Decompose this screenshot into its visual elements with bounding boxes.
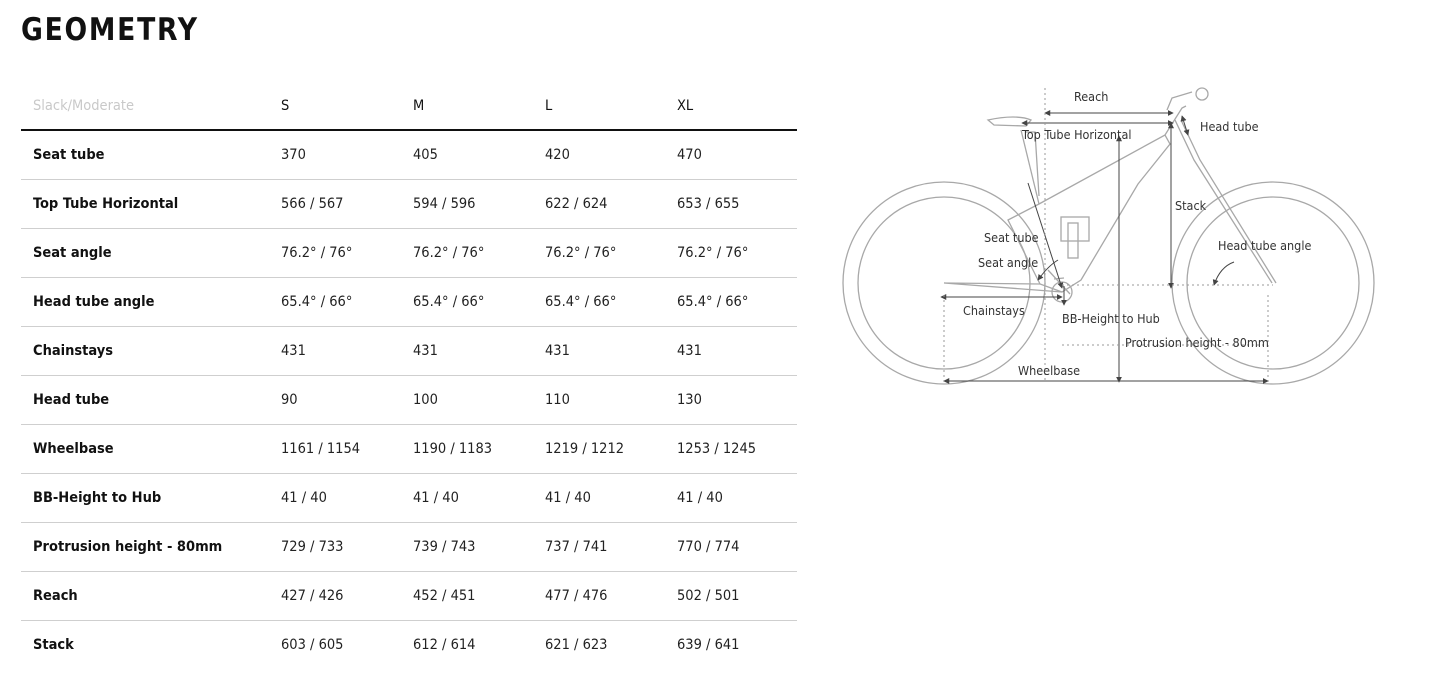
cell-s: 65.4° / 66° [281, 278, 413, 327]
diagram-label-stack: Stack [1175, 198, 1207, 213]
diagram-label-head-tube: Head tube [1200, 119, 1259, 134]
cell-s: 90 [281, 376, 413, 425]
diagram-label-top-tube: Top Tube Horizontal [1022, 127, 1132, 142]
cell-s: 431 [281, 327, 413, 376]
cell-s: 603 / 605 [281, 637, 344, 653]
cell-s: 1161 / 1154 [281, 425, 413, 474]
diagram-label-protrusion: Protrusion height - 80mm [1125, 335, 1269, 350]
column-header-l: L [545, 82, 677, 130]
bike-geometry-diagram [836, 80, 1381, 395]
row-label: Head tube [21, 376, 281, 425]
cell-l: 76.2° / 76° [545, 229, 677, 278]
diagram-label-head-tube-angle: Head tube angle [1218, 238, 1312, 253]
cell-xl: 653 / 655 [677, 180, 797, 229]
cell-m: 612 / 614 [413, 637, 476, 653]
table-row [21, 474, 797, 523]
cell-l: 65.4° / 66° [545, 278, 677, 327]
cell-xl: 639 / 641 [677, 637, 740, 653]
cell-s: 427 / 426 [281, 572, 413, 621]
table-row [21, 180, 797, 229]
table-row [21, 621, 797, 670]
cell-m: 405 [413, 130, 545, 180]
cell-m: 431 [413, 327, 545, 376]
cell-xl: 431 [677, 327, 797, 376]
table-row [21, 425, 797, 474]
cell-xl: 76.2° / 76° [677, 229, 797, 278]
cell-xl: 1253 / 1245 [677, 425, 797, 474]
row-label: Seat tube [21, 130, 281, 180]
row-label: Chainstays [21, 327, 281, 376]
table-row [21, 376, 797, 425]
table-row [21, 572, 797, 621]
cell-xl: 41 / 40 [677, 474, 797, 523]
row-label: Stack [33, 637, 74, 653]
cell-l: 477 / 476 [545, 572, 677, 621]
cell-l: 41 / 40 [545, 474, 677, 523]
diagram-label-wheelbase: Wheelbase [1018, 363, 1081, 378]
row-label: Protrusion height - 80mm [21, 523, 281, 572]
cell-xl: 502 / 501 [677, 572, 797, 621]
cell-s: 76.2° / 76° [281, 229, 413, 278]
cell-m: 594 / 596 [413, 180, 545, 229]
cell-m: 1190 / 1183 [413, 425, 545, 474]
row-label: Wheelbase [21, 425, 281, 474]
row-label: BB-Height to Hub [21, 474, 281, 523]
cell-l: 621 / 623 [545, 637, 608, 653]
diagram-label-bb-height: BB-Height to Hub [1062, 311, 1160, 326]
table-header-row [21, 82, 797, 130]
cell-m: 76.2° / 76° [413, 229, 545, 278]
cell-l: 420 [545, 130, 677, 180]
cell-s: 370 [281, 130, 413, 180]
cell-s: 41 / 40 [281, 474, 413, 523]
cell-m: 100 [413, 376, 545, 425]
table-row [21, 229, 797, 278]
table-row [21, 523, 797, 572]
cell-xl: 130 [677, 376, 797, 425]
cell-l: 737 / 741 [545, 523, 677, 572]
cell-xl: 770 / 774 [677, 523, 797, 572]
diagram-label-seat-angle: Seat angle [978, 255, 1039, 270]
table-corner-label: Slack/Moderate [21, 82, 281, 130]
column-header-m: M [413, 82, 545, 130]
column-header-xl: XL [677, 82, 797, 130]
cell-l: 431 [545, 327, 677, 376]
cell-l: 110 [545, 376, 677, 425]
page-title: GEOMETRY [21, 12, 199, 48]
geometry-table [21, 82, 797, 669]
cell-s: 729 / 733 [281, 523, 413, 572]
diagram-label-seat-tube: Seat tube [984, 230, 1039, 245]
cell-s: 566 / 567 [281, 180, 413, 229]
table-row [21, 278, 797, 327]
row-label: Head tube angle [21, 278, 281, 327]
cell-m: 41 / 40 [413, 474, 545, 523]
cell-l: 1219 / 1212 [545, 425, 677, 474]
cell-xl: 470 [677, 130, 797, 180]
table-row [21, 130, 797, 180]
diagram-label-chainstays: Chainstays [963, 303, 1025, 318]
row-label: Seat angle [21, 229, 281, 278]
diagram-label-reach: Reach [1074, 89, 1109, 104]
column-header-s: S [281, 82, 413, 130]
cell-m: 452 / 451 [413, 572, 545, 621]
cell-l: 622 / 624 [545, 180, 677, 229]
table-row [21, 327, 797, 376]
row-label: Top Tube Horizontal [21, 180, 281, 229]
cell-m: 739 / 743 [413, 523, 545, 572]
cell-m: 65.4° / 66° [413, 278, 545, 327]
row-label: Reach [21, 572, 281, 621]
cell-xl: 65.4° / 66° [677, 278, 797, 327]
